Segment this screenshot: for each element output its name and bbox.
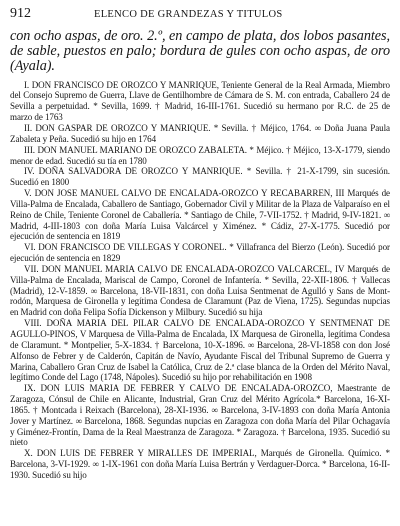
list-item: I. DON FRANCISCO DE OROZCO Y MANRIQUE, Teniente General de la Real Armada, Miembro del Consejo Supremo de Guerra, Llave de Gentilhombre de Cámara de S. M. con entrada, Caballero 24 de Sevilla a perpetuidad. * Sevilla, 1699. † Madrid, 16-III-1761. Sucedió su hermano por R.C. de 25 de marzo de 1763 — [10, 79, 390, 123]
page-number: 912 — [10, 6, 31, 21]
running-title: ELENCO DE GRANDEZAS Y TITULOS — [94, 9, 283, 20]
list-item: IX. DON LUIS MARIA DE FEBRER Y CALVO DE ENCALADA-OROZCO, Maestrante de Zaragoza, Cónsul de Chile en Alicante, Industrial, Gran Cruz del Mérito Agrícola.* Barcelona, 16-XI-1865. † Montcada i Reixach (Barcelona), 28-XI-1936. ∞ Barcelona, 3-IV-1893 con doña María Antonia Jover y Martínez. ∞ Barcelona, 1868. Segundas nupcias en Zaragoza con doña María del Pilar Ochagavía y Giménez-Frontín, Dama de la Real Maestranza de Zaragoza. * Zaragoza. † Barcelona, 1935. Sucedió su nieto — [10, 383, 390, 448]
title-holders-list — [10, 80, 390, 481]
list-item: VIII. DOÑA MARIA DEL PILAR CALVO DE ENCALADA-OROZCO Y SENTMENAT DE AGULLO-PINOS, V Marquesa de Villa-Palma de Encalada, IX Marquesa de Gironella, legítima Condesa de Claramunt. * Montpelier, 5-X-1834. † Barcelona, 10-X-1896. ∞ Barcelona, 28-VI-1858 con don José Alfonso de Febrer y de Calderón, Capitán de Navío, Ayudante Fiscal del Tribunal Supremo de Guerra y Marina, Caballero Gran Cruz de Isabel la Católica, Cruz de 2.ª clase blanca de la Orden del Mérito Naval, legítimo Conde del Lago (1748, Nápoles). Sucedió su hijo por rehabilitación en 1908 — [10, 318, 390, 383]
list-item: X. DON LUIS DE FEBRER Y MIRALLES DE IMPERIAL, Marqués de Gironella. Químico. * Barcelona, 3-VI-1929. ∞ 1-IX-1961 con doña María Luisa Bertrán y Verdaguer-Dorca. * Barcelona, 16-II-1930. Sucedió su hijo — [10, 448, 390, 480]
coat-of-arms-description: con ocho aspas, de oro. 2.º, en campo de plata, dos lobos pasantes, de sable, puestos en palo; bordura de gules con ocho aspas, de oro (Ayala). — [10, 28, 390, 75]
list-item: VII. DON MANUEL MARIA CALVO DE ENCALADA-OROZCO VALCARCEL, IV Marqués de Villa-Palma de Encalada, Mariscal de Campo, Coronel de Infantería. * Sevilla, 22-XII-1806. † Vallecas (Madrid), 12-V-1859. ∞ Barcelona, 18-VII-1831, con doña Luisa Sentmenat de Agulló y Sans de Mont-rodón, Marquesa de Gironella y legítima Condesa de Claramunt (Paz de Viena, 1725). Segundas nupcias en Madrid con doña Felipa Sofía Dickenson y Milbury. Sucedió su hija — [10, 263, 390, 318]
list-item: V. DON JOSE MANUEL CALVO DE ENCALADA-OROZCO Y RECABARREN, III Marqués de Villa-Palma de Encalada, Caballero de Santiago, Gobernador Civil y Militar de la Plaza de Valparaíso en el Reino de Chile, Teniente Coronel de Caballería. * Santiago de Chile, 7-VII-1752. † Madrid, 9-IV-1821. ∞ Madrid, 4-III-1803 con doña María Luisa Valcárcel y Ximénez. * Cádiz, 27-X-1775. Sucedió por ejecución de sentencia en 1819 — [10, 188, 390, 242]
page-header — [10, 6, 390, 28]
list-item: VI. DON FRANCISCO DE VILLEGAS Y CORONEL. * Villafranca del Bierzo (León). Sucedió por ejecución de sentencia en 1829 — [10, 242, 390, 264]
list-item: IV. DOÑA SALVADORA DE OROZCO Y MANRIQUE. * Sevilla. † 21-X-1799, sin sucesión. Sucedió en 1800 — [10, 166, 390, 188]
list-item: II. DON GASPAR DE OROZCO Y MANRIQUE. * Sevilla. † Méjico, 1764. ∞ Doña Juana Paula Zabaleta y Peña. Sucedió su hijo en 1764 — [10, 122, 390, 144]
list-item: III. DON MANUEL MARIANO DE OROZCO ZABALETA. * Méjico. † Méjico, 13-X-1779, siendo menor de edad. Sucedió su tía en 1780 — [10, 144, 390, 166]
